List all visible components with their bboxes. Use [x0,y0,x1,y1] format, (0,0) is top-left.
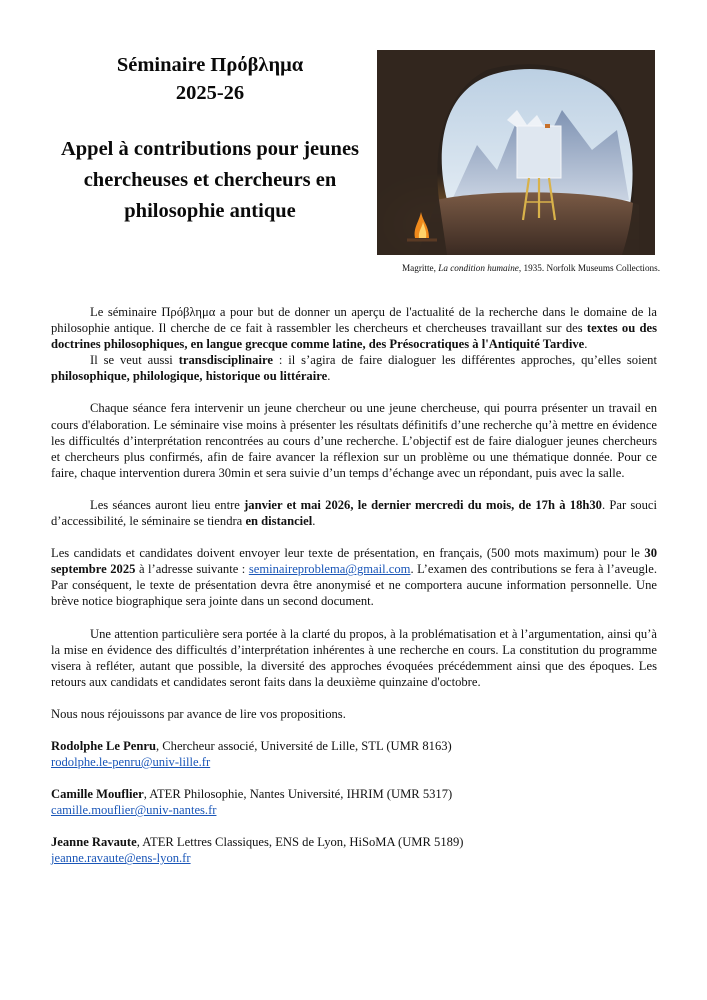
paragraph-sessions-format: Chaque séance fera intervenir un jeune chercheur ou une jeune chercheuse, qui pourra présenter un travail en cours d'élaboration. Le séminaire vise moins à présenter les résultats définitifs d’une recherche qu’à mettre en évidence les difficultés d’interprétation rencontrées au cours d’une recherche. L’objectif est de faire dialoguer jeunes chercheurs et chercheurs plus confirmés, afin de faire avancer la réflexion sur un problème ou une thématique donnée. Pour ce faire, chaque intervention durera 30min et sera suivie d’un temps d’échange avec un répondant, puis avec la salle. [51,401,657,480]
call-title: Appel à contributions pour jeunes chercheuses et chercheurs en philosophie antique [60,138,360,222]
seminar-title: Séminaire Πρόβλημα [116,54,304,76]
organizer-email-link[interactable]: camille.mouflier@univ-nantes.fr [51,803,217,818]
organizer-entry: Rodolphe Le Penru, Chercheur associé, Université de Lille, STL (UMR 8163) [51,738,452,753]
seminar-year: 2025-26 [175,82,245,104]
paragraph-submission: Les candidats et candidates doivent envoyer leur texte de présentation, en français, (500 mots maximum) pour le 30 septembre 2025 à l’adresse suivante : seminaireproblema@gmail.com. L’examen des contributions se fera à l’aveugle. Par conséquent, le texte de présentation devra être anonymisé et ne comportera aucune information personnelle. Une brève notice biographique sera jointe dans un second document. [51,546,657,609]
paragraph-criteria: Une attention particulière sera portée à la clarté du propos, à la problématisation et à l’argumentation, ainsi qu’à la mise en évidence des difficultés d’interprétation inhérentes à une recherche en cours. La constitution du programme visera à refléter, autant que possible, la diversité des approches évoquées précédemment ainsi que des époques. Les retours aux candidats et candidates seront faits dans la deuxième quinzaine d'octobre. [51,626,657,689]
organizer-entry: Jeanne Ravaute, ATER Lettres Classiques, ENS de Lyon, HiSoMA (UMR 5189) [51,835,464,850]
title-block [52,52,368,227]
organizer-entry: Camille Mouflier, ATER Philosophie, Nantes Université, IHRIM (UMR 5317) [51,787,453,802]
paragraph-intro: Le séminaire Πρόβλημα a pour but de donner un aperçu de l'actualité de la recherche dans le domaine de la philosophie antique. Il cherche de ce fait à rassembler les chercheurs et chercheuses travaillant sur des textes ou des doctrines philosophiques, en langue grecque comme latine, des Présocratiques à l'Antiquité Tardive. [51,305,658,352]
organizer-email-link[interactable]: rodolphe.le-penru@univ-lille.fr [51,755,211,770]
paragraph-transdisciplinary: Il se veut aussi transdisciplinaire : il s’agira de faire dialoguer les différentes approches, qu’elles soient philosophique, philologique, historique ou littéraire. [51,353,657,384]
image-caption: Magritte, La condition humaine, 1935. Norfolk Museums Collections. [401,263,660,273]
organizer-email-link[interactable]: jeanne.ravaute@ens-lyon.fr [51,851,191,866]
magritte-painting-image [377,50,655,255]
paragraph-schedule: Les séances auront lieu entre janvier et mai 2026, le dernier mercredi du mois, de 17h à 18h30. Par souci d’accessibilité, le séminaire se tiendra en distanciel. [51,497,657,529]
document-body [51,304,657,867]
paragraph-closing: Nous nous réjouissons par avance de lire vos propositions. [51,706,346,721]
submission-email-link[interactable]: seminaireproblema@gmail.com [248,562,411,577]
